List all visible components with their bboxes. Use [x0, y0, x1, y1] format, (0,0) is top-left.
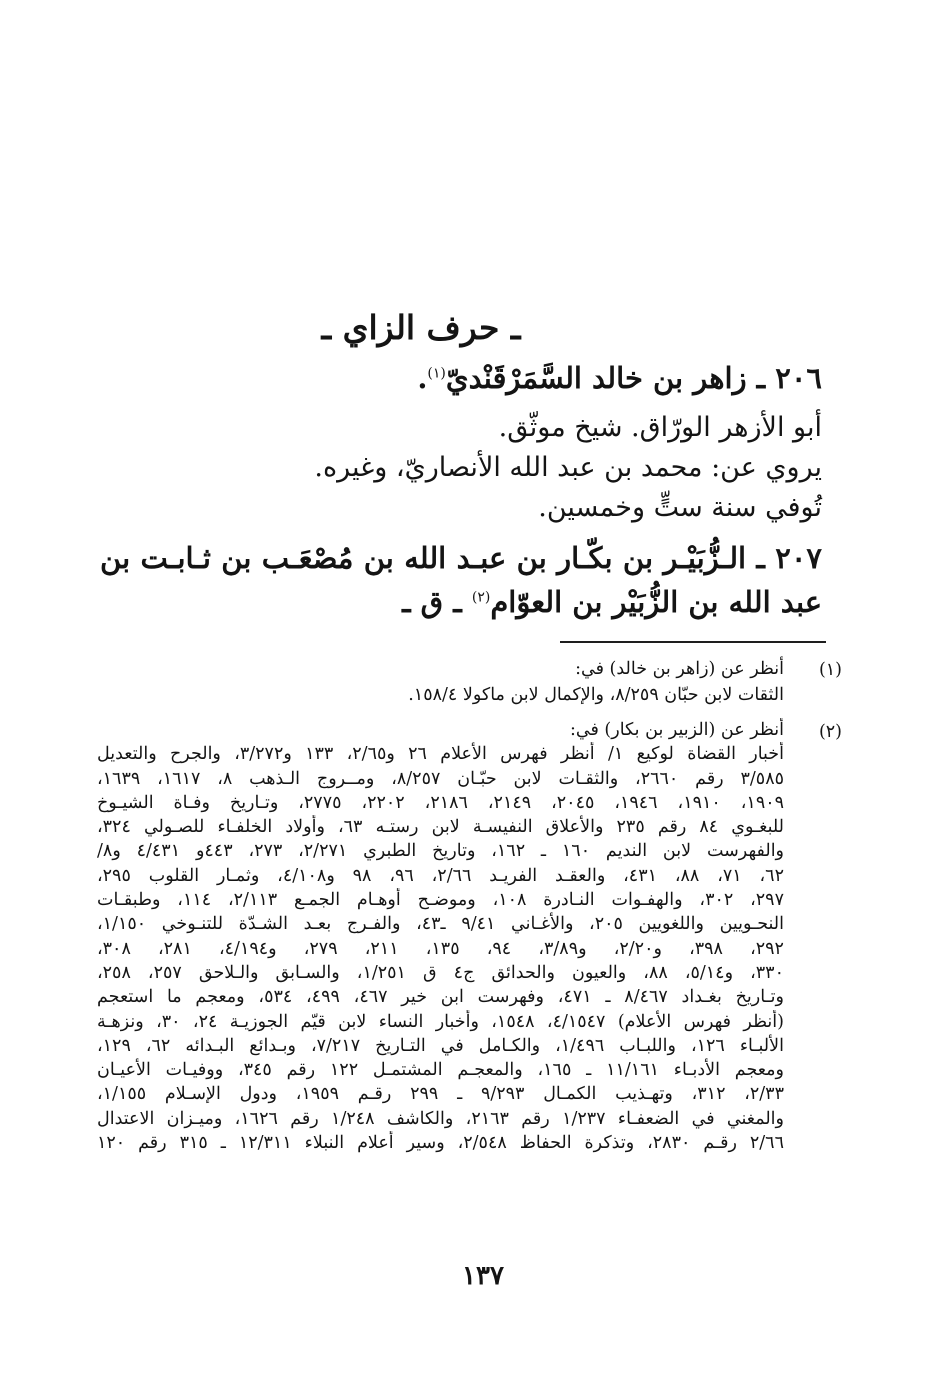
- heading-suffix: .: [417, 361, 428, 395]
- footnote-line: الثقات لابن حبّان ٨/٢٥٩، والإكمال لابن ماكولا ١٥٨/٤.: [408, 685, 784, 705]
- main-text: [100, 358, 822, 622]
- entry-heading: [100, 534, 822, 582]
- footnote-line: ١٩٠٩، ١٩١٠، ١٩٤٦، ٢٠٤٥، ٢١٤٩، ٢١٨٦، ٢٢٠٢، ٢٧٧٥، وتـاريخ وفـاة الشيـوخ: [97, 792, 784, 813]
- section-title-text: ـ حرف الزاي ـ: [321, 308, 521, 347]
- footnote-ref: (٢): [471, 589, 491, 606]
- entry-heading-text: ٢٠٦ ـ زاهر بن خالد السَّمَرْقَنْديّ: [445, 361, 822, 395]
- footnotes: [97, 656, 842, 1155]
- entry-line: أبو الأزهر الورّاق. شيخ موثّق.: [498, 412, 822, 443]
- footnote-line: ٢/٣٣، ٣١٢، وتهـذيب الكمـال ٩/٢٩٣ ـ ٢٩٩ رقـم ١٩٥٩، ودول الإسـلام ١/١٥٥،: [97, 1084, 784, 1105]
- section-title: [0, 306, 932, 350]
- footnote-line: ٢٩٢، ٣٩٨، و٢/٢٠، و٣/٨٩، ٩٤، ١٣٥، ٢١١، ٢٧٩، و٤/١٩٤، ٢٨١، ٣٠٨،: [97, 938, 784, 959]
- footnote-line: وتـاريخ بغـداد ٨/٤٦٧ ـ ٤٧١، وفهرست ابن خير ٤٦٧، ٤٩٩، ٥٣٤، ومعجم ما استعجم: [97, 987, 784, 1008]
- footnote-line: ومعجم الأدبـاء ١١/١٦١ ـ ١٦٥، والمعجـم المشتمـل ١٢٢ رقم ٣٤٥، ووفيـات الأعيـان: [97, 1060, 784, 1081]
- footnote-line: الألبـاء ١٢٦، واللبـاب ١/٤٩٦، والكـامل في التـاريخ ٧/٢١٧، وبـدائع البـدائه ٦٢، ١٢٩،: [97, 1035, 784, 1056]
- footnote-number: (٢): [818, 722, 842, 742]
- footnote-line: ٣٣٠، و٥/١٤، ٨٨، والعيون والحدائق ج٤ ق ١/٢٥١، والسـابق والـلاحق ٢٥٧، ٢٥٨،: [97, 962, 784, 983]
- footnote: [97, 718, 842, 1155]
- footnote-line: (أنظر فهرس الأعلام) ٤/١٥٤٧، ١٥٤٨، وأخبار النساء لابن قيّم الجوزيـة ٢٤، ٣٠، ونزهـة: [97, 1011, 784, 1032]
- footnote-line: ٢٩٧، ٣٠٢، والهفـوات النـادرة ١٠٨، وموضـح أوهـام الجمـع ٢/١١٣، ١١٤، وطبقـات: [97, 890, 784, 911]
- footnote-line: ٢/٦٦ رقـم ٢٨٣٠، وتذكرة الحفاظ ٢/٥٤٨، وسير أعلام النبلاء ١٢/٣١١ ـ ٣١٥ رقم ١٢٠: [97, 1133, 784, 1154]
- footnote-line: أنظر عن (زاهر بن خالد) في:: [575, 659, 784, 679]
- footnote-line: ٦٢، ٧١، ٨٨، ٤٣١، والعقـد الفريـد ٢/٦٦، ٩٦، ٩٨ و٤/١٠٨، وثمـار القلوب ٢٩٥،: [97, 865, 784, 886]
- footnote-line: والمغني في الضعفـاء ١/٢٣٧ رقم ٢١٦٣، والكاشف ١/٢٤٨ رقم ١٦٢٦، وميـزان الاعتدال: [97, 1108, 784, 1129]
- page-number: [0, 1256, 932, 1296]
- entry-heading-text: عبد الله بن الزُّبَيْر بن العوّام: [490, 585, 822, 619]
- entry-heading: [100, 358, 822, 398]
- heading-suffix: ـ ق ـ: [402, 585, 472, 619]
- footnote-line: ٣/٥٨٥ رقم ٢٦٦٠، والثقـات لابن حبّـان ٨/٢٥٧، ومــروج الـذهب ٨، ١٦١٧، ١٦٣٩،: [97, 768, 784, 789]
- footnote-separator: [560, 641, 826, 643]
- entry-line: تُوفي سنة ستٍّ وخمسين.: [538, 492, 822, 523]
- page-number-text: ١٣٧: [462, 1261, 504, 1291]
- footnote: [97, 656, 842, 708]
- footnote-line: للبغـوي ٨٤ رقم ٢٣٥ والأعلاق النفيسـة لابن رستـه ٦٣، وأولاد الخلفـاء للصـولي ٣٢٤،: [97, 817, 784, 838]
- footnote-line: أخبار القضاة لوكيع ١/ أنظر فهرس الأعلام ٢٦ و٢/٦٥، ١٣٣ و٣/٢٧٢، والجرح والتعديل: [97, 744, 784, 765]
- entry-heading-text: ٢٠٧ ـ الـزُّبَيْـر بن بكّـار بن عبـد الله بن مُصْعَـب بن ثـابـت بن: [100, 541, 822, 575]
- footnote-ref: (١): [427, 365, 446, 382]
- entry-heading-continuation: [100, 582, 822, 622]
- footnote-line: أنظر عن (الزبير بن بكار) في:: [570, 720, 784, 740]
- entry-line: يروي عن: محمد بن عبد الله الأنصاريّ، وغيره.: [314, 452, 822, 483]
- footnote-line: والفهرست لابن النديم ١٦٠ ـ ١٦٢، وتاريخ الطبري ٢/٢٧١، ٢٧٣، ٤٤٣و ٤/٤٣١ و٨/: [97, 841, 784, 862]
- footnote-number: (١): [818, 660, 842, 680]
- footnote-line: النحـويين واللغويين ٢٠٥، والأغـاني ٩/٤١ ـ٤٣، والفـرج بعـد الشـدّة للتنـوخي ١/١٥٠،: [97, 914, 784, 935]
